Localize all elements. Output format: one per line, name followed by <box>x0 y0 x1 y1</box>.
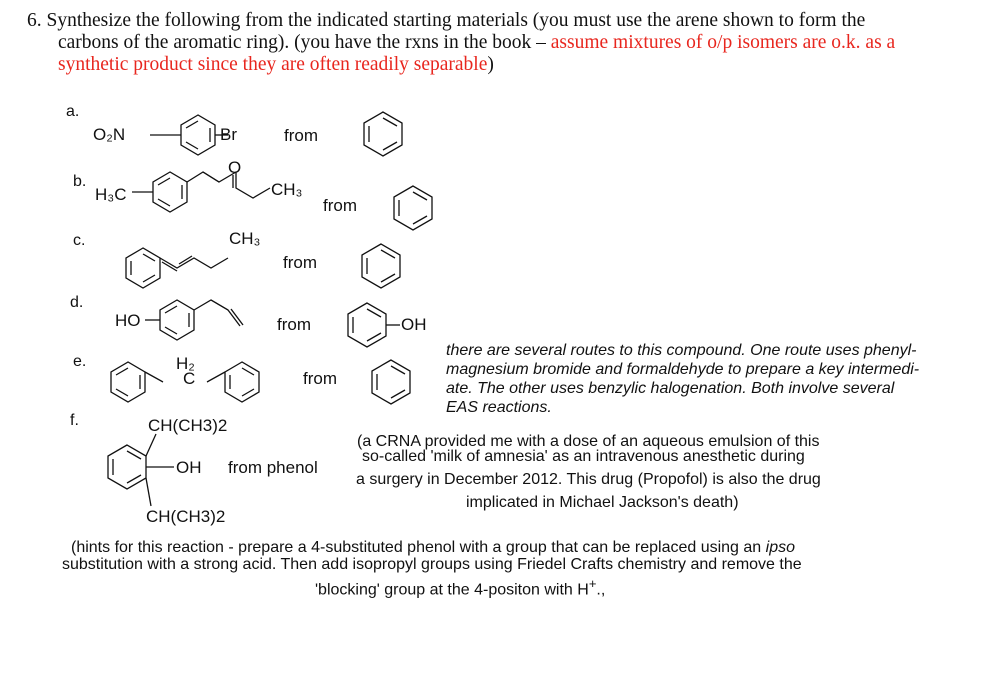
red-emphasis: synthetic product since they are often readily separable <box>58 54 488 75</box>
part-label-c: c. <box>73 232 86 249</box>
part-label-f: f. <box>70 412 79 429</box>
hint-line-1: (hints for this reaction - prepare a 4-substituted phenol with a group that can be replaced using an ipso <box>71 539 795 556</box>
hydroxyl-label-d-target: HO <box>115 311 141 330</box>
hint-line-3: 'blocking' group at the 4-positon with H+., <box>315 576 606 599</box>
proton-superscript: + <box>588 576 597 591</box>
methylene-h2-label: H₂ <box>176 354 195 373</box>
ipso-term: ipso <box>765 539 795 556</box>
benzene-ring-b-start <box>394 186 432 230</box>
from-label-b: from <box>323 196 357 215</box>
propofol-structure-f <box>108 434 174 506</box>
part-label-e: e. <box>73 353 87 370</box>
nitro-group-label: O₂N <box>93 125 126 144</box>
hint-line-2: substitution with a strong acid. Then add isopropyl groups using Friedel Crafts chemistry and remove the <box>62 556 802 573</box>
part-label-d: d. <box>70 294 84 311</box>
part-label-a: a. <box>66 103 80 120</box>
part-label-b: b. <box>73 173 87 190</box>
phenol-start-d <box>348 303 400 347</box>
benzene-ring-a-target <box>150 115 228 155</box>
question-line-3: synthetic product since they are often readily separable) <box>58 54 494 75</box>
from-label-c: from <box>283 253 317 272</box>
terminal-methyl-label-c: CH₃ <box>229 229 261 248</box>
note-e: there are several routes to this compound. One route uses phenyl- magnesium bromide and formaldehyde to prepare a key intermedi- ate. The other uses benzylic halogenation. Both involve several EAS reactions. <box>446 342 920 416</box>
from-label-a: from <box>284 126 318 145</box>
bromo-group-label: Br <box>220 125 237 144</box>
note-f-line-1: (a CRNA provided me with a dose of an aqueous emulsion of this <box>357 433 820 450</box>
isopropyl-top-label: CH(CH3)2 <box>148 416 228 435</box>
from-label-e: from <box>303 369 337 388</box>
isopropyl-bottom-label: CH(CH3)2 <box>146 507 226 526</box>
alkylbenzene-structure-c <box>126 248 228 288</box>
carbonyl-oxygen-label: O <box>228 158 242 177</box>
benzene-ring-c-start <box>362 244 400 288</box>
from-label-d: from <box>277 315 311 334</box>
from-phenol-label: from phenol <box>228 458 318 477</box>
benzene-ring-a-start <box>364 112 402 156</box>
terminal-methyl-label-b: CH₃ <box>271 180 303 199</box>
note-f-line-4: implicated in Michael Jackson's death) <box>466 494 739 511</box>
ketone-structure-b <box>132 172 270 212</box>
vinylphenol-structure-d <box>145 300 243 340</box>
methyl-group-label-b: H₃C <box>95 185 127 204</box>
note-f-line-2: so-called 'milk of amnesia' as an intravenous anesthetic during <box>362 448 805 465</box>
red-emphasis: assume mixtures of o/p isomers are o.k. as a <box>550 32 896 53</box>
question-line-2: carbons of the aromatic ring). (you have the rxns in the book – assume mixtures of o/p isomers are o.k. as a <box>58 32 896 53</box>
benzene-ring-e-start <box>372 360 410 404</box>
question-line-1: 6. Synthesize the following from the indicated starting materials (you must use the arene shown to form the <box>27 10 866 31</box>
hydroxyl-label-f: OH <box>176 458 202 477</box>
question-number: 6. <box>27 10 42 31</box>
hydroxyl-label-d-start: OH <box>401 315 427 334</box>
methylene-c-label: C <box>183 369 196 388</box>
note-f-line-3: a surgery in December 2012. This drug (Propofol) is also the drug <box>356 471 821 488</box>
